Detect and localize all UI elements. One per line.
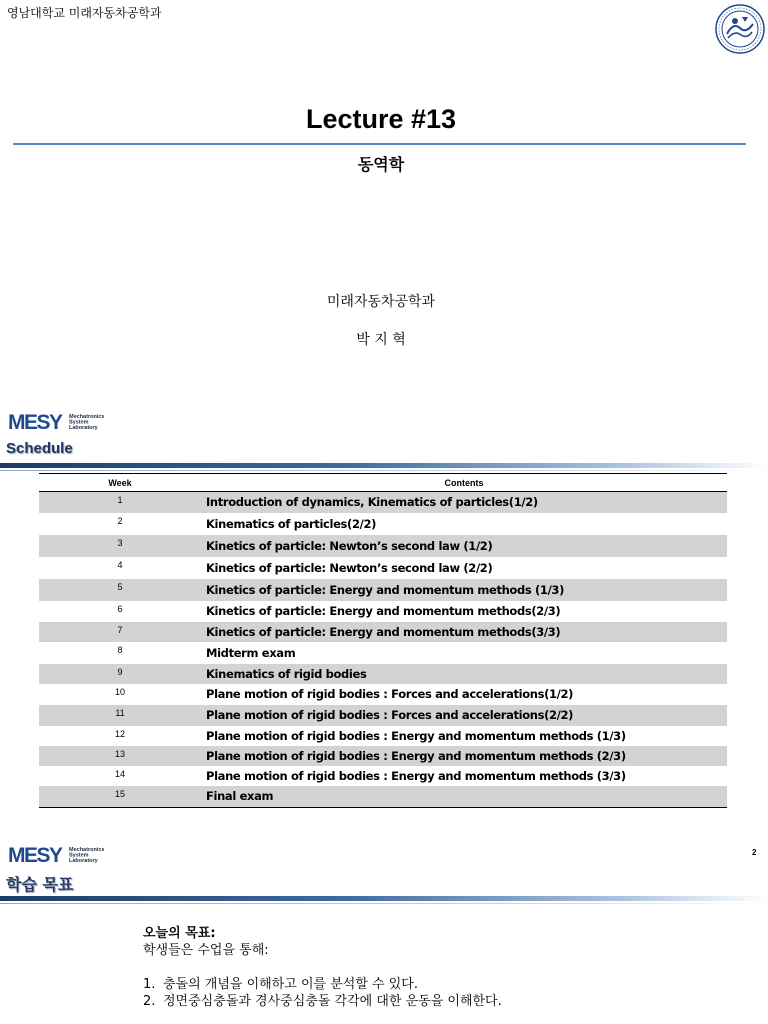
contents-cell: Kinetics of particle: Energy and momentum methods(3/3) (201, 622, 727, 642)
week-cell: 5 (39, 579, 201, 601)
lecture-subtitle: 동역학 (357, 155, 405, 174)
goal-title: 오늘의 목표: (143, 926, 216, 941)
schedule-row (39, 705, 727, 726)
week-cell: 13 (39, 746, 201, 766)
week-cell: 2 (117, 515, 123, 526)
contents-cell: Plane motion of rigid bodies : Energy and momentum methods (2/3) (201, 746, 727, 766)
schedule-row (39, 579, 727, 601)
week-cell: 15 (39, 786, 201, 808)
schedule-row (39, 664, 727, 684)
week-cell: 3 (39, 535, 201, 557)
page-number: 2 (752, 848, 757, 857)
schedule-row (39, 766, 727, 786)
logo-line-1: Mechatronics (69, 414, 105, 420)
goal-item: 1. 충돌의 개념을 이해하고 이를 분석할 수 있다. (143, 977, 418, 992)
goal-intro: 학생들은 수업을 통해: (143, 943, 269, 958)
goals-section-title: 학습 목표 (6, 875, 74, 894)
contents-cell: Introduction of dynamics, Kinematics of particles(1/2) (201, 492, 727, 513)
logo-line-2: System (69, 419, 89, 426)
schedule-row (39, 642, 727, 664)
logo-line-2: System (69, 852, 89, 859)
week-cell: 12 (114, 728, 125, 739)
logo-mark: MESY (8, 844, 62, 867)
contents-cell: Plane motion of rigid bodies : Energy and momentum methods (3/3) (206, 768, 626, 783)
week-header: Week (39, 474, 201, 492)
logo-mark: MESY (8, 411, 62, 434)
logo-line-3: Laboratory (69, 425, 98, 431)
lecture-title: Lecture #13 (305, 104, 457, 134)
contents-cell: Plane motion of rigid bodies : Forces and accelerations(1/2) (206, 687, 574, 701)
week-cell: 14 (114, 768, 125, 779)
contents-cell: Plane motion of rigid bodies : Energy and momentum methods (1/3) (206, 728, 626, 743)
week-cell: 4 (117, 559, 123, 570)
week-cell: 9 (39, 664, 201, 684)
contents-cell: Kinetics of particle: Energy and momentum methods(2/3) (206, 604, 561, 618)
schedule-row (39, 557, 727, 579)
week-cell: 10 (114, 686, 125, 697)
university-seal-icon (715, 4, 765, 54)
schedule-row (39, 786, 727, 808)
schedule-rows (39, 492, 727, 808)
mesy-logo-icon (8, 843, 120, 867)
schedule-header-band (0, 463, 768, 468)
schedule-row (39, 535, 727, 557)
author-name: 박 지 혁 (356, 332, 406, 348)
schedule-row (39, 601, 727, 622)
schedule-row (39, 622, 727, 642)
title-divider (13, 143, 746, 145)
schedule-header-band-thin (0, 470, 768, 471)
schedule-row (39, 746, 727, 766)
contents-cell: Final exam (201, 786, 727, 808)
contents-header: Contents (201, 474, 727, 492)
contents-cell: Kinematics of particles(2/2) (206, 516, 377, 531)
week-cell: 8 (117, 644, 123, 655)
goals-header-band-thin (0, 903, 768, 904)
week-cell: 6 (117, 603, 123, 614)
contents-cell: Kinetics of particle: Newton’s second law (1/2) (201, 535, 727, 557)
schedule-title: Schedule (6, 440, 73, 457)
schedule-row (39, 726, 727, 746)
week-cell: 1 (39, 492, 201, 513)
goals-header-band (0, 896, 768, 901)
university-name: 영남대학교 미래자동차공학과 (7, 6, 162, 20)
week-cell: 7 (39, 622, 201, 642)
learning-goals (143, 925, 502, 1010)
department-name: 미래자동차공학과 (326, 294, 436, 310)
goal-item: 2. 정면중심충돌과 경사중심충돌 각각에 대한 운동을 이해한다. (143, 994, 502, 1009)
schedule-row (39, 684, 727, 705)
contents-cell: Midterm exam (206, 645, 296, 660)
contents-cell: Kinematics of rigid bodies (201, 664, 727, 684)
logo-line-3: Laboratory (69, 858, 98, 864)
schedule-row (39, 492, 727, 513)
contents-cell: Kinetics of particle: Newton’s second law (2/2) (206, 560, 493, 575)
schedule-row (39, 513, 727, 535)
schedule-table (39, 473, 727, 808)
week-cell: 11 (39, 705, 201, 726)
logo-line-1: Mechatronics (69, 847, 105, 853)
mesy-logo-icon (8, 410, 120, 434)
contents-cell: Kinetics of particle: Energy and momentum methods (1/3) (201, 579, 727, 601)
contents-cell: Plane motion of rigid bodies : Forces and accelerations(2/2) (201, 705, 727, 726)
